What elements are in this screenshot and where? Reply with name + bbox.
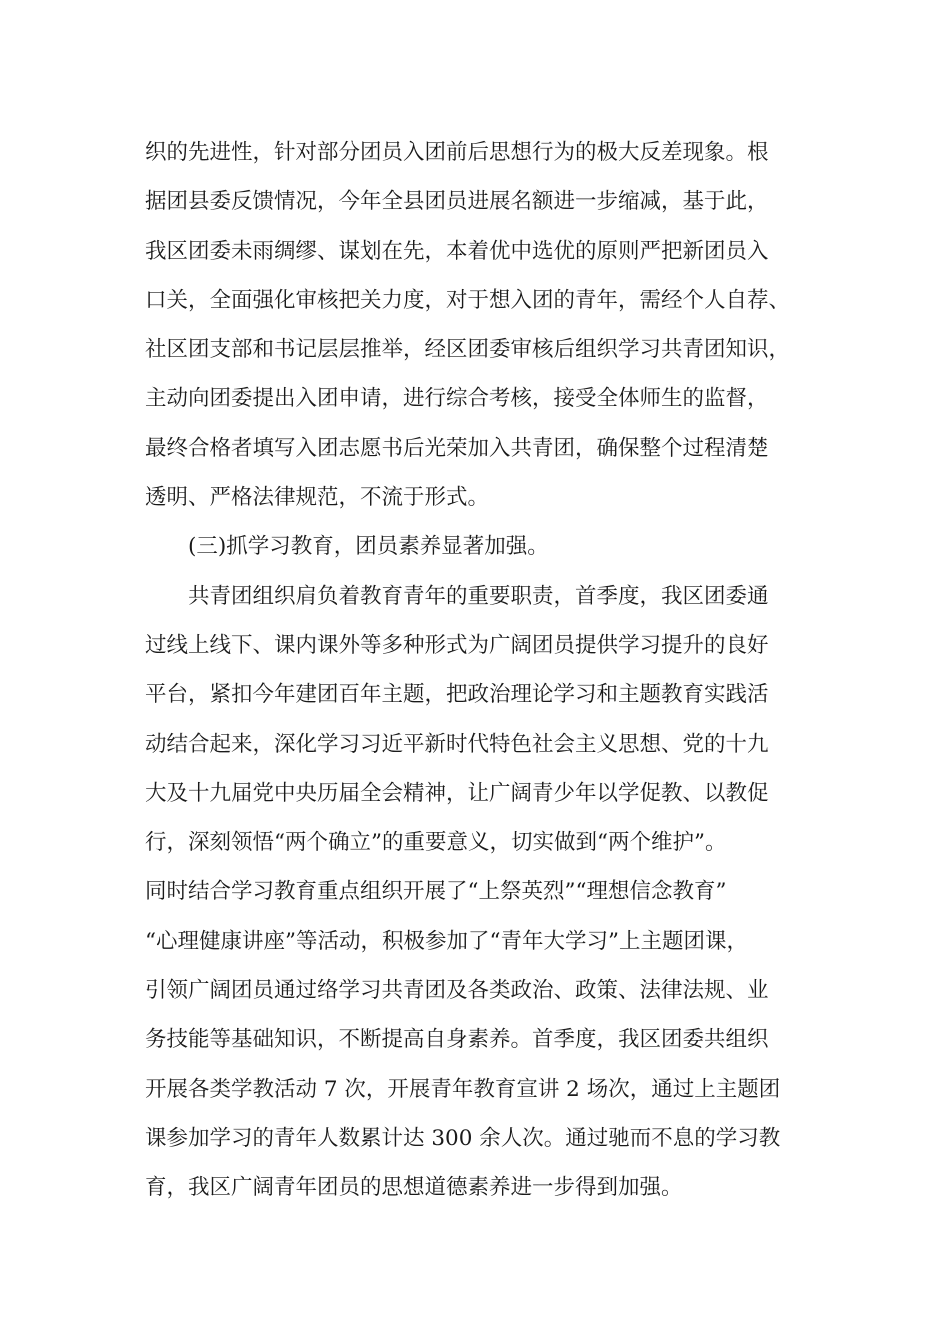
text-line: 最终合格者填写入团志愿书后光荣加入共青团，确保整个过程清楚 <box>145 435 769 461</box>
text-line: 同时结合学习教育重点组织开展了“上祭英烈”“理想信念教育” <box>145 879 727 905</box>
text-line: “心理健康讲座”等活动，积极参加了“青年大学习”上主题团课， <box>145 928 748 954</box>
text-line: 据团县委反馈情况，今年全县团员进展名额进一步缩减，基于此， <box>145 189 769 215</box>
text-line: 过线上线下、课内课外等多种形式为广阔团员提供学习提升的良好 <box>145 632 769 658</box>
text-line: 我区团委未雨绸缪、谋划在先，本着优中选优的原则严把新团员入 <box>145 238 769 264</box>
text-line: 透明、严格法律规范，不流于形式。 <box>145 485 490 511</box>
text-line: 行，深刻领悟“两个确立”的重要意义，切实做到“两个维护”。 <box>145 830 727 856</box>
text-line: 动结合起来，深化学习习近平新时代特色社会主义思想、党的十九 <box>145 731 769 757</box>
text-line: 社区团支部和书记层层推举，经区团委审核后组织学习共青团知识， <box>145 337 791 363</box>
paragraph-first-line: 共青团组织肩负着教育青年的重要职责，首季度，我区团委通 <box>188 583 769 609</box>
text-line: 务技能等基础知识，不断提高自身素养。首季度，我区团委共组织 <box>145 1027 769 1053</box>
document-body <box>145 133 835 1218</box>
text-line: 平台，紧扣今年建团百年主题，把政治理论学习和主题教育实践活 <box>145 682 769 708</box>
text-line: 开展各类学教活动 7 次，开展青年教育宣讲 2 场次，通过上主题团 <box>145 1076 781 1102</box>
text-line: 织的先进性，针对部分团员入团前后思想行为的极大反差现象。根 <box>145 140 769 165</box>
paragraph-first-line: (三)抓学习教育，团员素养显著加强。 <box>188 534 549 560</box>
text-line: 大及十九届党中央历届全会精神，让广阔青少年以学促教、以教促 <box>145 780 769 806</box>
text-line: 育，我区广阔青年团员的思想道德素养进一步得到加强。 <box>145 1175 683 1201</box>
text-line: 引领广阔团员通过络学习共青团及各类政治、政策、法律法规、业 <box>145 978 769 1004</box>
text-line: 口关，全面强化审核把关力度，对于想入团的青年，需经个人自荐、 <box>145 287 791 313</box>
text-line: 课参加学习的青年人数累计达 300 余人次。通过驰而不息的学习教 <box>145 1125 781 1151</box>
text-line: 主动向团委提出入团申请，进行综合考核，接受全体师生的监督， <box>145 386 769 412</box>
